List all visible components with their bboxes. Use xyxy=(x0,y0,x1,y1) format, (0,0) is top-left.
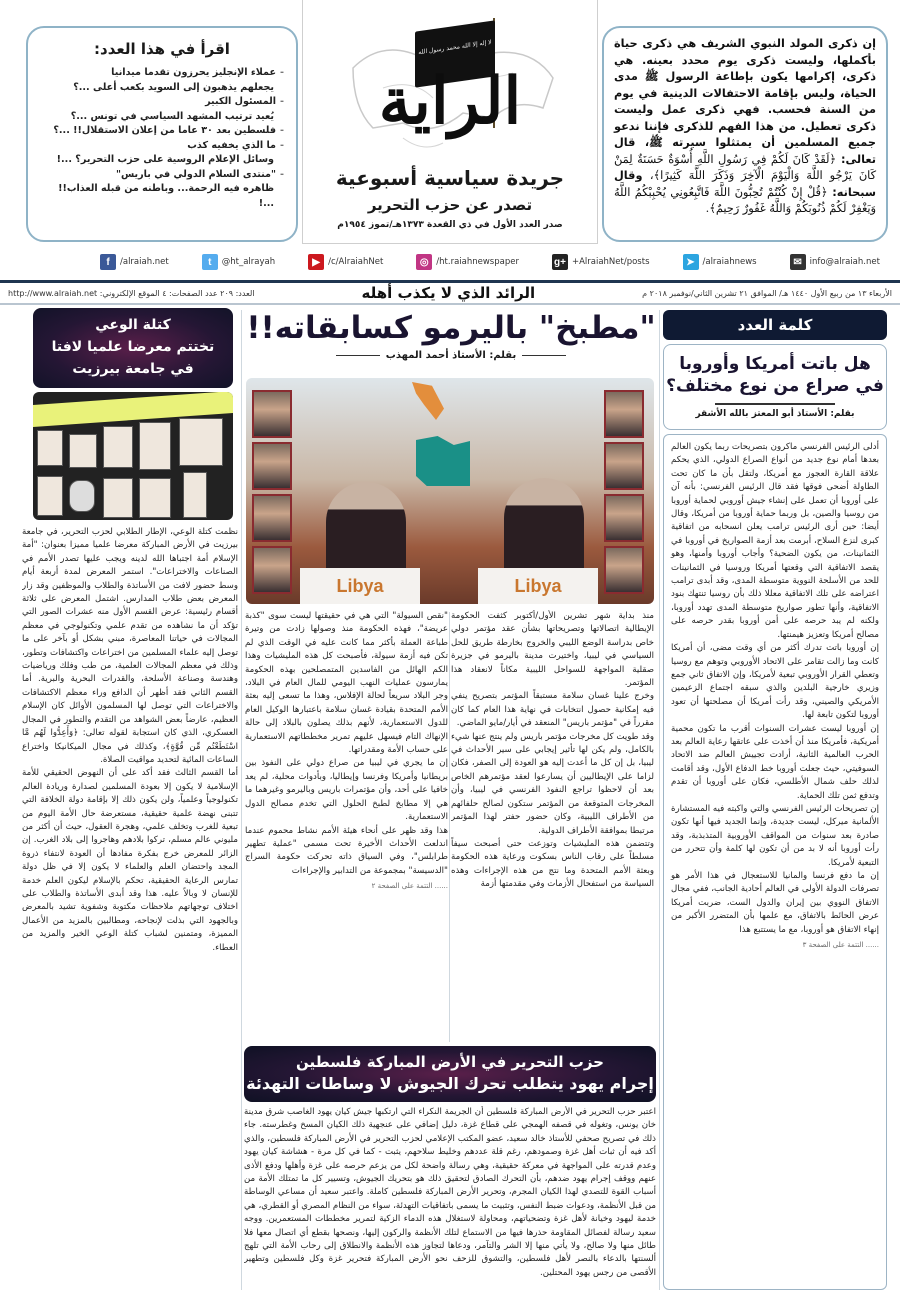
social-label: /alraiah.net xyxy=(120,257,169,267)
mawlid-mid: وقال سبحانه: xyxy=(614,169,876,199)
social-label: info@alraiah.net xyxy=(809,257,880,267)
paragraph: "نقص السيولة" التي هي في حقيقتها ليست سوى "كذبة عريضة"، فهذه الحكومة منذ وصولها زادت من وتيرة طباعة العملة بأكثر مما كانت عليه في الوقت الذي لم تكن فيه أزمة سيولة، فأصبحت كل هذه المليشيات وهذا الكم الهائل من الفاسدين المتمصلحين بهذه الحكومة يمارسون عمليات النهب اليومي للمال العام في البلاد، وجر البلاد سريعاً لحالة الإفلاس، وهذا ما تسعى إليه بعثة الأمم المتحدة بقيادة غسان سلامة باعتبارها الوكيل العام للدول الاستعمارية، لأنهم بذلك يصلون بالبلاد إلى حالة الإنهاك التام فيسهل عليهم تمرير مخططاتهم الاستعمارية على حساب الأمة ومقدراتها. xyxy=(245,611,448,756)
main-article-column-left xyxy=(245,610,448,1015)
header-divider xyxy=(0,280,900,283)
poster xyxy=(139,478,171,518)
date-bar-divider xyxy=(0,303,900,305)
toc-item-line2: يُعيد ترتيب المشهد السياسي في تونس ...؟ xyxy=(70,110,274,122)
continued-link[interactable]: ...... التتمة على الصفحة ٣ xyxy=(802,941,879,950)
newspaper-subtitle: جريدة سياسية أسبوعية xyxy=(335,166,565,190)
paragraph: وقد طويت كل مخرجات مؤتمر باريس ولم ينتج عنها شيء بالكامل، ولم يكن لها تأثير إيجابي على سير الأحداث في ليبيا، بل إن كل ما أعدت إليه هو العودة إلى الصفر، فكان لزاما على الإيطاليين أن يسارعوا لعقد مؤتمرهم الخاص بعد أن لاحظوا تراجع النفوذ الفرنسي في ليبيا، وأن المخرجات المتوقعة من المؤتمر ستكون لصالح حلفائهم من الأطراف الليبية، وكان حضور حفتر لهذا المؤتمر مرتبطا بموافقة الأطراف الدولية. xyxy=(451,731,654,836)
twitter-icon: t xyxy=(202,254,218,270)
mawlid-intro: إن ذكرى المولد النبوي الشريف هي ذكرى حياة بأكملها، وليست ذكرى يوم محدد بعينه. هي ذكرى، إكرامها يكون بإطاعة الرسول ﷺ مدى الحياة، وليس بإقامة الاحتفالات الدينية في يوم من السنة فحسب. فهي ذكرى عمل وليست ذكرى تعطيل. من هذا الفهم للذكرى فإننا ندعو جميع المسلمين أن يمتثلوا سيرته ﷺ، قال تعالى: xyxy=(614,37,877,166)
bullet-dash: - xyxy=(280,125,284,136)
keffiyeh xyxy=(69,480,95,512)
podium: Libya xyxy=(300,568,420,604)
palermo-conference-photo xyxy=(246,378,654,604)
main-byline xyxy=(242,350,660,361)
bullet-dash: - xyxy=(280,96,284,107)
motto: الرائد الذي لا يكذب أهله xyxy=(361,284,536,302)
paragraph: وتتضمن هذه المليشيات وتوزعت حتى أصبحت سيفاً مسلطاً على رقاب الناس بسكوت ورعاية هذه الحكومة وبعثة الأمم المتحدة وما نتج من هذه الإجراءات وهذه السياسة من استفحال الأزمات وفي مقدمتها أزمة xyxy=(451,838,654,890)
speaker-figure xyxy=(504,478,584,568)
byline-rule xyxy=(522,355,566,356)
column-divider xyxy=(659,310,660,1290)
editorial-byline: بقلم: الأستاذ أبو المعتز بالله الأشقر xyxy=(695,409,855,419)
speaker-figure xyxy=(326,482,406,572)
poster xyxy=(69,434,97,468)
paragraph: هذا وقد ظهر على أنحاء هيئة الأمم نشاط محموم عندما اندلعت الأحداث الأخيرة تحت مسمى "عملية تطهير طرابلس"، وفي السياق ذاته تحركت حكومة السراج "الدسيسة" بمجموعة من التدابير والإجراءات xyxy=(245,825,448,876)
issue-date: الأربعاء ١٣ من ربيع الأول ١٤٤٠ هـ/ الموافق ٢١ تشرين الثاني/نوفمبر ٢٠١٨ م xyxy=(642,288,892,298)
toc-item-line1: ما الذي يخفيه كذب xyxy=(187,139,277,151)
social-link-email[interactable] xyxy=(790,254,880,270)
main-article-column-right xyxy=(451,610,654,1015)
social-links-bar xyxy=(100,250,880,274)
column-divider xyxy=(449,612,450,1042)
poster xyxy=(103,426,133,468)
mawlid-hadith-box xyxy=(602,26,888,242)
poster xyxy=(37,430,63,466)
paragraph: نظمت كتلة الوعي، الإطار الطلابي لحزب التحرير، في جامعة بيرزيت في الأرض المباركة معرضا علميا مميزا بعنوان: "أمة الإسلام أمة اجتباها الله لدينه ويجب عليها تصدر الأمم في الصناعات والاختراعات". استمر المعرض لمدة أربعة أيام وسط حضور لافت من الأساتذة والطلاب والموظفين وقد زار المعرض بعض طلاب المدارس. اشتمل المعرض على ثلاثة أقسام رئيسية: عرض القسم الأول منه عشرات الصور التي تؤكد أن ما نشاهده من تقدم علمي وتكنولوجي في معظم المجالات في حياتنا المعاصرة، مبني بشكل أو بآخر على ما توصل إليه علماء المسلمين من اختراعات واكتشافات وتطور، وذلك في معظم المجالات العلمية، من طب وفلك ورياضيات وهندسة وصناعة الأسلحة، والقدرات البحرية والبرية. أما القسم الثاني فقد أظهر أن الدافع وراء معظم الاكتشافات والاختراعات التي توصل لها المسلمون الأوائل كان الإسلام العظيم، عارضاً بعض الشواهد من التقدم والتطور في المجال العسكري، الذي كان استجابة لقوله تعالى: ﴿وَأَعِدُّوا لَهُم مَّا اسْتَطَعْتُم مِّن قُوَّةٍ﴾، وكذلك في مجال الميكانيكا واختراع الساعات المائية لتحديد مواقيت الصلاة. xyxy=(22,527,238,765)
instagram-icon: ◎ xyxy=(416,254,432,270)
toc-item-line1: فلسطين بعد ٣٠ عاما من إعلان الاستقلال!! ...؟ xyxy=(53,125,277,136)
palestine-headline-1[interactable]: حزب التحرير في الأرض المباركة فلسطين xyxy=(296,1053,604,1071)
paragraph: إن ما دفع فرنسا والمانيا للاستعجال في هذا الأمر هو تصرفات الدولة الأولى في العالم أحادية الجانب، ففي مجال الاتفاق النووي بين إيران والدول الست، ضربت أمريكا عرض الحائط بالاتفاق، مع علمها بأن المتضرر الأكبر من إنهاء الاتفاق هو أوروبا، مع ما يستتبع هذا xyxy=(671,871,879,935)
wai-headline-2[interactable]: تختتم معرضا علميا لافتا xyxy=(51,339,215,355)
social-label: /alraiahnews xyxy=(702,257,757,267)
palestine-headline-box xyxy=(244,1046,656,1102)
paragraph: إن ما يجري في ليبيا من صراع دولي على النفوذ بين بريطانيا وأمريكا وفرنسا وإيطاليا، وبأدوات محلية، لم يعد خافيا على أحد، وأن مؤتمرات باريس وباليرمو وغيرهما ما هي إلا مطابخ لطبخ الحلول التي تخدم مصالح الدول الاستعمارية. xyxy=(245,758,448,823)
toc-item[interactable] xyxy=(40,124,284,139)
libya-map-shape xyxy=(416,436,470,486)
portrait-photo xyxy=(604,390,644,438)
googleplus-icon: g+ xyxy=(552,254,568,270)
wai-headline-3[interactable]: في جامعة بيرزيت xyxy=(72,361,194,377)
podium: Libya xyxy=(478,568,598,604)
poster xyxy=(179,418,223,466)
editorial-title[interactable]: هل باتت أمريكا وأوروبا في صراع من نوع مختلف؟ xyxy=(666,354,884,396)
portrait-photo xyxy=(252,442,292,490)
continued-link[interactable]: ...... التتمة على الصفحة ٢ xyxy=(371,882,448,891)
toc-item[interactable] xyxy=(40,168,284,212)
editorial-body xyxy=(663,434,887,1290)
table-of-contents xyxy=(26,26,298,242)
social-link-youtube[interactable] xyxy=(308,254,383,270)
column-divider xyxy=(241,310,242,1290)
social-label: @ht_alrayah xyxy=(221,257,276,267)
portrait-photo xyxy=(604,442,644,490)
paragraph: إن تصريحات الرئيس الفرنسي والتي واكبته فيه المستشارة الألمانية ميركل، ليست جديدة، وإنما الجديد فيها أنها تكون صادرة بعد سنوات من المواقف الأوروبية المتذبذبة، وقد رأت أوروبا أنه لا بد من أن تكون لها كلمة وأن تتحرر من التبعية لأمريكا. xyxy=(671,803,879,868)
social-link-twitter[interactable] xyxy=(202,254,275,270)
toc-item-line2: ظاهره فيه الرحمة... وباطنه من قبله العذاب!! ...! xyxy=(58,183,274,209)
social-link-facebook[interactable] xyxy=(100,254,169,270)
portrait-photo xyxy=(604,494,644,542)
toc-item-line1: عملاء الإنجليز يحرزون تقدما ميدانيا xyxy=(111,67,277,78)
mawlid-text xyxy=(614,36,876,218)
editorial-title-box xyxy=(663,344,887,430)
publisher-line: تصدر عن حزب التحرير xyxy=(367,196,533,214)
social-label: /c/AlraiahNet xyxy=(328,257,384,267)
paragraph: إن أوروبا باتت تدرك أكثر من أي وقت مضى، أن أمريكا كانت وما زالت تقامر على الاتحاد الأوروبي وتوهم مع روسيا وتعطي القرار الأوروبي تبعية لأمريكا، وإن الاتفاق ثاني جمع وزيري خارجية البلدين والذي سبقه اجتماع الزعيمين الأمريكي والصيني، وقد رأت أمريكا أن مصلحتها أن تعود أوروبا لتكون تابعة لها. xyxy=(671,643,879,721)
paragraph: وخرج علينا غسان سلامة مستبقاً المؤتمر بتصريح ينفي فيه إمكانية حصول انتخابات في نهاية هذا العام كما كان مقرراً في "مؤتمر باريس" المنعقد في أيار/مايو الماضي. xyxy=(451,691,654,729)
palestine-body: اعتبر حزب التحرير في الأرض المباركة فلسطين أن الجريمة النكراء التي ارتكبها جيش كيان يهود الغاصب شرق مدينة خان يونس، وتغوله في قصفه الهمجي على قطاع غزة، دليل إضافي على عنجهية ذلك الكيان المسخ وغطرسته. جاء ذلك في تصريح صحفي للأستاذ خالد سعيد، عضو المكتب الإعلامي لحزب التحرير في الأرض المباركة فلسطين، والذي أكد فيه أن ثبات أهل غزة وصمودهم، رغم قلة عددهم وخليط سلاحهم، يثبت - كما في كل مرة - هشاشة كيان يهود وعدم قدرته على المواجهة في معركة حقيقية، وهي رسالة واضحة لكل من يزعم حرصه على غزة وأهلها ودفع الأذى عنهم ووقف إجرام يهود ضدهم، بأن التحرك الصادق لتحقيق ذلك هو بتحريك الجيوش، وتسيير كل ما تمتلك الأمة من أسباب القوة للتصدي لهذا الكيان المجرم، وتحرير الأرض المباركة فلسطين كاملة. واعتبر سعيد أن مساعي الوساطة من قبل الأنظمة، ودعوات ضبط النفس، وتثبيت ما يسمى باتفاقيات التهدئة، سواء من النظام المصري أو القطري، هي خدمة ليهود وخيانة لأهل غزة وتضحياتهم، ومحاولة لاستغلال هذه الدماء الزكية لتمرير مخططات المستعمرين. ووجه سعيد رسالة لفصائل المقاومة حذرها فيها من الاستماع لتلك الأنظمة والركون إليها، ونصحها بقطع أي اتصال معها فلا طائل منها ولا صالح، ولا يأتي منها إلا الشر والتآمر، ودعاها لتجاوز هذه الأنظمة والانطلاق إلى رحاب الأمة التي تلهج ألسنتها بالدعاء بالنصر لأهل فلسطين، والتشوق للزحف نحو الأرض المباركة فتحرير غزة وكل فلسطين وتطهير الأقصى من رجس يهود المحتلين. xyxy=(244,1107,656,1278)
portrait-photo xyxy=(252,390,292,438)
quran-verse-2: ﴿قُلْ إِنْ كُنْتُمْ تُحِبُّونَ اللَّهَ فَاتَّبِعُونِي يُحْبِبْكُمُ اللَّهُ وَيَغْفِرْ لَكُمْ ذُنُوبَكُمْ وَاللَّهُ غَفُورٌ رَحِيمٌ﴾. xyxy=(614,185,876,215)
portrait-photo xyxy=(252,494,292,542)
bullet-dash: - xyxy=(280,67,284,78)
italy-map-shape xyxy=(408,382,448,420)
social-label: /ht.raiahnewspaper xyxy=(436,257,519,267)
telegram-icon: ➤ xyxy=(683,254,699,270)
social-link-instagram[interactable] xyxy=(416,254,519,270)
social-link-telegram[interactable] xyxy=(683,254,757,270)
bullet-dash: - xyxy=(280,168,284,180)
poster xyxy=(183,472,207,518)
social-link-googleplus[interactable] xyxy=(552,254,650,270)
byline-text: بقلم: الأستاذ أحمد المهذب xyxy=(385,350,517,361)
poster xyxy=(37,476,63,516)
exhibition-photo xyxy=(33,392,233,520)
toc-item-line1: "منتدى السلام الدولي في باريس" xyxy=(115,168,277,180)
toc-item-line2: وسائل الإعلام الروسية على حزب التحرير؟ ...! xyxy=(56,154,274,165)
wai-body xyxy=(22,526,238,1290)
portrait-photo xyxy=(252,546,292,594)
issue-info: العدد: ٢٠٩ عدد الصفحات: ٤ الموقع الإلكتروني: http://www.alraiah.net xyxy=(8,288,255,298)
wai-headline-box xyxy=(33,308,233,388)
paragraph: منذ بداية شهر تشرين الأول/أكتوبر كثفت الحكومة الإيطالية اتصالاتها وتصريحاتها بشأن عقد مؤتمر دولي خاص بدراسة الوضع الليبي والخروج بخارطة طريق للحل السياسي في ليبيا، واختيرت مدينة باليرمو في جزيرة صقلية المواجهة للسواحل الليبية مكاناً لانعقاد هذا المؤتمر. xyxy=(451,611,654,689)
paragraph: إن أوروبا ليست عشرات السنوات أقرب ما تكون محمية أمريكية، فأمريكا منذ أن أخذت على عاتقها رعاية العالم بعد الحرب العالمية الثانية، أرادت تجييش العالم ضد الاتحاد السوفيتي، حيث جعلت أوروبا خط الدفاع الأول، وقد أقامت لذلك حلف شمال الأطلسي، فكان على أوروبا أن تقدم وتدفع ثمن تلك الحماية. xyxy=(671,723,879,801)
quran-verse-1: ﴿لَقَدْ كَانَ لَكُمْ فِي رَسُولِ اللَّهِ أُسْوَةٌ حَسَنَةٌ لِمَنْ كَانَ يَرْجُو اللَّهَ وَالْيَوْمَ الْآخِرَ وَذَكَرَ اللَّهَ كَثِيرًا﴾، xyxy=(614,152,876,182)
title-underline xyxy=(715,403,835,405)
toc-item[interactable] xyxy=(40,95,284,124)
portrait-photo xyxy=(604,546,644,594)
facebook-icon: f xyxy=(100,254,116,270)
byline-rule xyxy=(336,355,380,356)
toc-item-line1: المسئول الكبير xyxy=(205,96,277,107)
toc-item[interactable] xyxy=(40,139,284,168)
toc-item-line2: يجعلهم يذهبون إلى السويد بكعب أعلى ...؟ xyxy=(73,81,274,93)
first-issue-line: صدر العدد الأول في ذي القعدة ١٣٧٣هـ/تموز ١٩٥٤م xyxy=(337,220,563,230)
paragraph: أدلى الرئيس الفرنسي ماكرون بتصريحات ربما يكون العالم بعدها أمام نوع جديد من أنواع الصراع الدولي، الذي يحكم علاقة القارة العجوز مع أمريكا، ولتقل بأن ما كان تحت الطاولة أضحى فوقها فقد قال الرئيس الفرنسي: بأنه آن على أوروبا أن تعمل على إنشاء جيش أوروبي لحماية أوروبا من روسيا والصين، بل وربما حماية أوروبا من أمريكا، وقال أيضا: حين أرى الرئيس ترامب يعلن انسحابه من اتفاقية كبرى لنزع السلاح، أبرمت بعد أزمة الصواريخ في أوروبا في الثمانينات، من يكون الضحية؟ وأجاب أوروبا وأمنها، وهو يقصد الاتفاقية التي وقعتها أمريكا وروسيا في الثمانينات للحد من الأسلحة النووية متوسطة المدى، وقد أبدى ترامب اعتراضه على تلك الاتفاقية معللا ذلك بأن روسيا تنتهك بنود الاتفاقية، وأنها تطور صواريخ متوسطة المدى تهدد أوروبا، ولكنه لم يبد حرصه على أمن أوروبا بقدر حرصه على مصالح أمريكا وتعزيز هيمنتها. xyxy=(671,442,879,640)
main-headline[interactable]: "مطبخ" باليرمو كسابقاته!! xyxy=(246,310,656,346)
paragraph: أما القسم الثالث فقد أكد على أن النهوض الحقيقي للأمة الإسلامية لا يكون إلا بعودة المسلمين لصدارة وريادة العالم تكنولوجياً وعلمياً، ولن يكون ذلك إلا بإقامة دولة الخلافة التي تتبنى نهضة علمية حقيقية، مستعرضة حال الأمة اليوم من تبعية للغرب وتخلف علمي، وهجرة العقول، حيث أن أكثر من مليوني عالم مسلم، تركوا بلادهم وهاجروا إلى بلاد الغرب. إن الزائر للمعرض خرج بفكرة مفادها أن العودة لانتفاء ذروة المجد واحتضان العلم والعلماء لا يكون إلا في ظل دولة تمارس الرعاية الحقيقية، تحكم بالإسلام ليكون العلم خدمة للإنسان لا وبالاً عليه. هذا وقد أبدى الأساتذة والطلاب على اختلاف توجهاتهم ملاحظات مكتوبة وشفوية تشيد بالمعرض وبالجهود التي بذلت لإنجاحه، ومطالبين بالمزيد من الأعمال المميزة، ومتمنين لشباب كتلة الوعي الخير والمزيد من العطاء. xyxy=(22,768,238,953)
youtube-icon: ▶ xyxy=(308,254,324,270)
palestine-headline-2[interactable]: إجرام يهود يتطلب تحرك الجيوش لا وساطات التهدئة xyxy=(246,1074,654,1093)
bullet-dash: - xyxy=(280,139,284,151)
wai-headline-1[interactable]: كتلة الوعي xyxy=(95,317,171,333)
toc-list xyxy=(40,66,284,211)
editorial-section-header: كلمة العدد xyxy=(663,310,887,340)
flag-text: لا إله إلا الله محمد رسول الله xyxy=(418,38,492,57)
poster xyxy=(103,478,133,518)
social-label: +AlraiahNet/posts xyxy=(571,257,650,267)
email-icon: ✉ xyxy=(790,254,806,270)
newspaper-title: الراية xyxy=(378,64,522,139)
toc-item[interactable] xyxy=(40,66,284,95)
toc-heading: اقرأ في هذا العدد: xyxy=(94,40,230,58)
masthead-logo xyxy=(302,0,598,244)
date-bar xyxy=(0,284,900,302)
poster xyxy=(139,422,171,470)
